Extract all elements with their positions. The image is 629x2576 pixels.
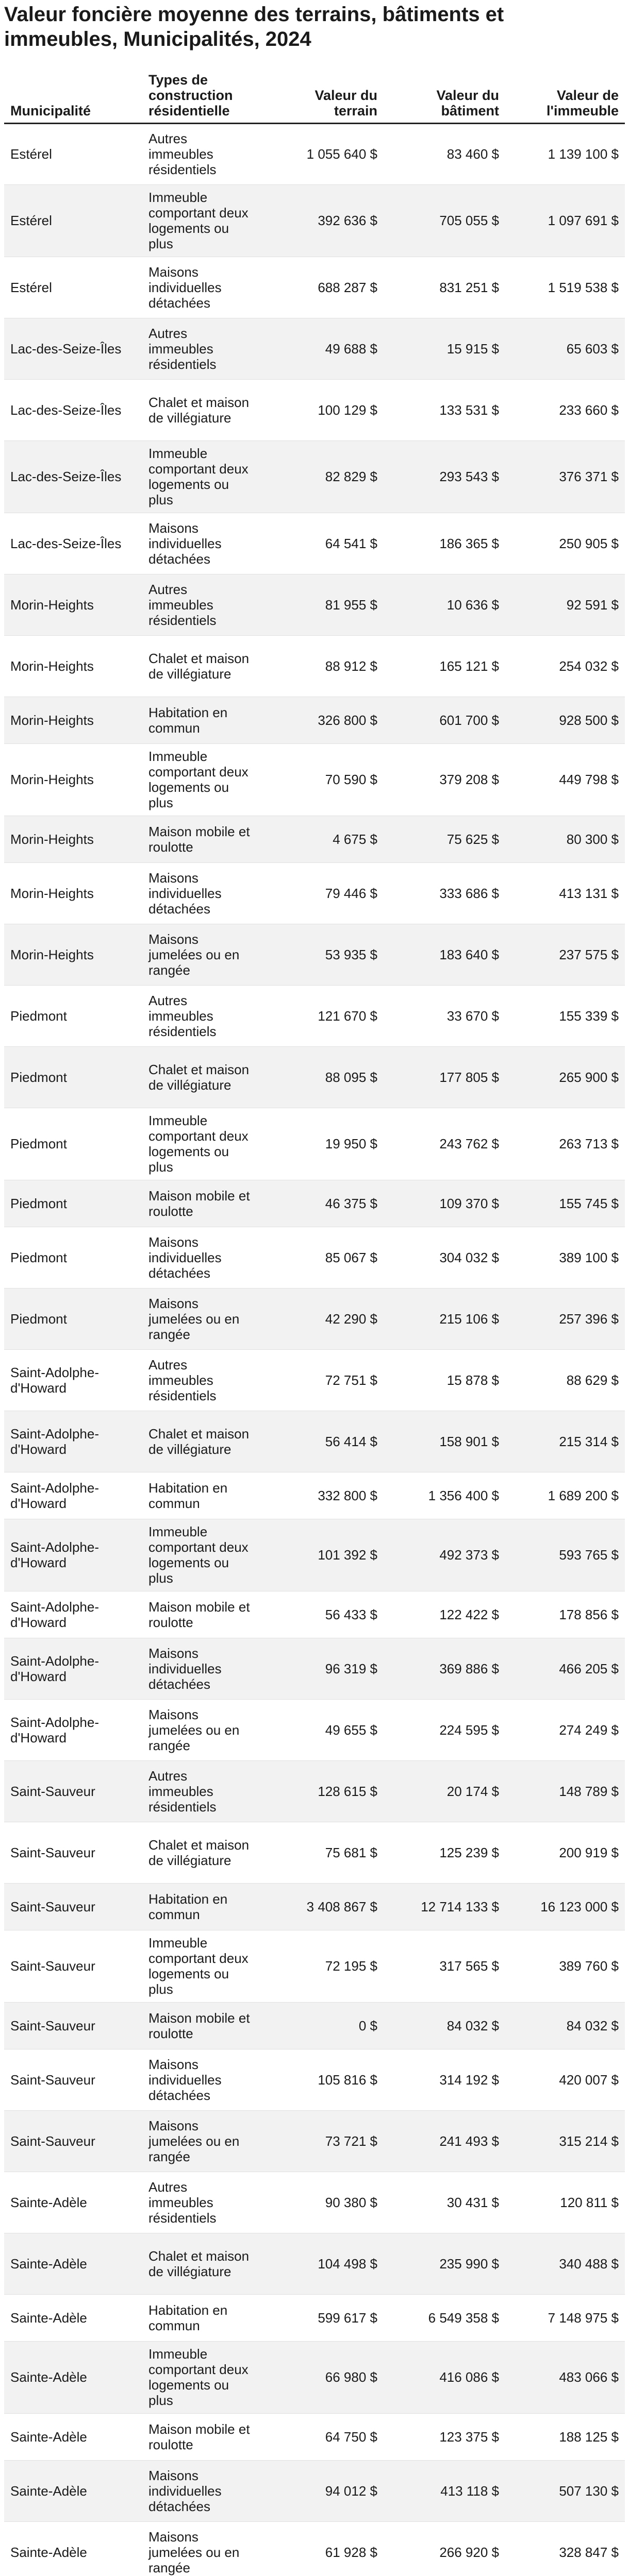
cell-municipality: Piedmont [4, 1108, 142, 1180]
cell-municipality: Piedmont [4, 1180, 142, 1227]
table-body [4, 123, 625, 2576]
cell-building-value: 10 636 $ [384, 574, 505, 635]
table-row [4, 2341, 625, 2413]
cell-property-value: 389 760 $ [505, 1930, 625, 2002]
cell-property-value: 250 905 $ [505, 513, 625, 574]
cell-construction-type: Immeuble comportant deux logements ou plus [142, 1108, 262, 1180]
cell-land-value: 326 800 $ [262, 697, 384, 743]
table-row [4, 1638, 625, 1699]
cell-municipality: Morin-Heights [4, 635, 142, 697]
cell-land-value: 72 751 $ [262, 1349, 384, 1411]
table-row [4, 862, 625, 924]
table-row [4, 2049, 625, 2110]
cell-construction-type: Chalet et maison de villégiature [142, 1822, 262, 1883]
cell-construction-type: Maison mobile et roulotte [142, 2413, 262, 2460]
cell-property-value: 155 745 $ [505, 1180, 625, 1227]
cell-municipality: Saint-Adolphe-d'Howard [4, 1699, 142, 1760]
page-title: Valeur foncière moyenne des terrains, bâtiments et immeubles, Municipalités, 2024 [4, 3, 504, 50]
cell-property-value: 80 300 $ [505, 816, 625, 862]
cell-construction-type: Autres immeubles résidentiels [142, 985, 262, 1046]
cell-land-value: 599 617 $ [262, 2294, 384, 2341]
cell-building-value: 314 192 $ [384, 2049, 505, 2110]
table-row [4, 1227, 625, 1288]
cell-property-value: 328 847 $ [505, 2521, 625, 2576]
table-row [4, 1591, 625, 1638]
cell-municipality: Estérel [4, 123, 142, 184]
cell-municipality: Sainte-Adèle [4, 2341, 142, 2413]
data-table [4, 58, 625, 2576]
cell-property-value: 7 148 975 $ [505, 2294, 625, 2341]
cell-land-value: 88 095 $ [262, 1046, 384, 1108]
cell-building-value: 831 251 $ [384, 257, 505, 318]
cell-construction-type: Immeuble comportant deux logements ou plus [142, 184, 262, 257]
table-row [4, 985, 625, 1046]
cell-municipality: Saint-Adolphe-d'Howard [4, 1411, 142, 1472]
cell-property-value: 413 131 $ [505, 862, 625, 924]
cell-construction-type: Autres immeubles résidentiels [142, 1760, 262, 1822]
cell-building-value: 317 565 $ [384, 1930, 505, 2002]
cell-land-value: 72 195 $ [262, 1930, 384, 2002]
cell-building-value: 304 032 $ [384, 1227, 505, 1288]
cell-land-value: 49 688 $ [262, 318, 384, 379]
cell-construction-type: Immeuble comportant deux logements ou plus [142, 1519, 262, 1591]
table-row [4, 440, 625, 513]
table-row [4, 257, 625, 318]
cell-land-value: 64 750 $ [262, 2413, 384, 2460]
cell-property-value: 233 660 $ [505, 379, 625, 440]
cell-municipality: Sainte-Adèle [4, 2521, 142, 2576]
cell-building-value: 33 670 $ [384, 985, 505, 1046]
cell-construction-type: Chalet et maison de villégiature [142, 1046, 262, 1108]
cell-land-value: 82 829 $ [262, 440, 384, 513]
cell-municipality: Saint-Adolphe-d'Howard [4, 1591, 142, 1638]
header-property-value[interactable]: Valeur de l'immeuble [505, 58, 625, 123]
table-row [4, 2110, 625, 2172]
cell-construction-type: Maisons jumelées ou en rangée [142, 2521, 262, 2576]
cell-building-value: 84 032 $ [384, 2002, 505, 2049]
cell-land-value: 128 615 $ [262, 1760, 384, 1822]
cell-construction-type: Maisons individuelles détachées [142, 862, 262, 924]
table-row [4, 1930, 625, 2002]
cell-land-value: 90 380 $ [262, 2172, 384, 2233]
cell-building-value: 183 640 $ [384, 924, 505, 985]
cell-property-value: 257 396 $ [505, 1288, 625, 1349]
cell-property-value: 155 339 $ [505, 985, 625, 1046]
cell-building-value: 492 373 $ [384, 1519, 505, 1591]
table-row [4, 1472, 625, 1519]
cell-construction-type: Maisons individuelles détachées [142, 2460, 262, 2521]
cell-property-value: 215 314 $ [505, 1411, 625, 1472]
cell-land-value: 64 541 $ [262, 513, 384, 574]
cell-land-value: 105 816 $ [262, 2049, 384, 2110]
cell-land-value: 94 012 $ [262, 2460, 384, 2521]
cell-building-value: 379 208 $ [384, 743, 505, 816]
cell-municipality: Saint-Sauveur [4, 1883, 142, 1930]
cell-property-value: 1 689 200 $ [505, 1472, 625, 1519]
cell-building-value: 235 990 $ [384, 2233, 505, 2294]
cell-municipality: Saint-Adolphe-d'Howard [4, 1349, 142, 1411]
cell-construction-type: Habitation en commun [142, 1472, 262, 1519]
cell-building-value: 133 531 $ [384, 379, 505, 440]
cell-land-value: 75 681 $ [262, 1822, 384, 1883]
cell-construction-type: Immeuble comportant deux logements ou plus [142, 743, 262, 816]
cell-construction-type: Maisons jumelées ou en rangée [142, 1699, 262, 1760]
cell-construction-type: Maisons individuelles détachées [142, 513, 262, 574]
cell-construction-type: Autres immeubles résidentiels [142, 2172, 262, 2233]
cell-building-value: 30 431 $ [384, 2172, 505, 2233]
table-row [4, 1046, 625, 1108]
cell-construction-type: Maison mobile et roulotte [142, 2002, 262, 2049]
cell-construction-type: Autres immeubles résidentiels [142, 318, 262, 379]
cell-municipality: Saint-Adolphe-d'Howard [4, 1472, 142, 1519]
table-row [4, 2460, 625, 2521]
cell-municipality: Sainte-Adèle [4, 2413, 142, 2460]
cell-property-value: 200 919 $ [505, 1822, 625, 1883]
cell-municipality: Lac-des-Seize-Îles [4, 379, 142, 440]
cell-municipality: Saint-Sauveur [4, 1822, 142, 1883]
cell-building-value: 224 595 $ [384, 1699, 505, 1760]
cell-building-value: 416 086 $ [384, 2341, 505, 2413]
cell-construction-type: Autres immeubles résidentiels [142, 1349, 262, 1411]
cell-construction-type: Immeuble comportant deux logements ou plus [142, 2341, 262, 2413]
cell-property-value: 1 097 691 $ [505, 184, 625, 257]
cell-building-value: 243 762 $ [384, 1108, 505, 1180]
cell-land-value: 46 375 $ [262, 1180, 384, 1227]
cell-land-value: 4 675 $ [262, 816, 384, 862]
table-row [4, 743, 625, 816]
cell-land-value: 1 055 640 $ [262, 123, 384, 184]
cell-construction-type: Maisons individuelles détachées [142, 1227, 262, 1288]
cell-building-value: 333 686 $ [384, 862, 505, 924]
cell-construction-type: Autres immeubles résidentiels [142, 123, 262, 184]
table-row [4, 1108, 625, 1180]
table-row [4, 2002, 625, 2049]
cell-municipality: Piedmont [4, 1046, 142, 1108]
cell-construction-type: Autres immeubles résidentiels [142, 574, 262, 635]
cell-construction-type: Maisons jumelées ou en rangée [142, 1288, 262, 1349]
cell-land-value: 392 636 $ [262, 184, 384, 257]
cell-property-value: 88 629 $ [505, 1349, 625, 1411]
cell-land-value: 49 655 $ [262, 1699, 384, 1760]
header-type[interactable]: Types de construction résidentielle [142, 58, 262, 123]
table-row [4, 513, 625, 574]
cell-property-value: 340 488 $ [505, 2233, 625, 2294]
cell-construction-type: Chalet et maison de villégiature [142, 635, 262, 697]
cell-property-value: 120 811 $ [505, 2172, 625, 2233]
cell-land-value: 73 721 $ [262, 2110, 384, 2172]
cell-municipality: Morin-Heights [4, 574, 142, 635]
cell-land-value: 81 955 $ [262, 574, 384, 635]
table-row [4, 635, 625, 697]
cell-construction-type: Maison mobile et roulotte [142, 1591, 262, 1638]
cell-construction-type: Maison mobile et roulotte [142, 816, 262, 862]
cell-building-value: 241 493 $ [384, 2110, 505, 2172]
cell-municipality: Saint-Adolphe-d'Howard [4, 1519, 142, 1591]
cell-property-value: 1 139 100 $ [505, 123, 625, 184]
cell-building-value: 15 915 $ [384, 318, 505, 379]
cell-municipality: Sainte-Adèle [4, 2172, 142, 2233]
cell-building-value: 12 714 133 $ [384, 1883, 505, 1930]
cell-building-value: 705 055 $ [384, 184, 505, 257]
cell-land-value: 85 067 $ [262, 1227, 384, 1288]
cell-property-value: 1 519 538 $ [505, 257, 625, 318]
cell-building-value: 15 878 $ [384, 1349, 505, 1411]
cell-building-value: 177 805 $ [384, 1046, 505, 1108]
cell-construction-type: Immeuble comportant deux logements ou plus [142, 440, 262, 513]
table-row [4, 1411, 625, 1472]
cell-building-value: 158 901 $ [384, 1411, 505, 1472]
cell-construction-type: Chalet et maison de villégiature [142, 2233, 262, 2294]
cell-land-value: 121 670 $ [262, 985, 384, 1046]
cell-building-value: 369 886 $ [384, 1638, 505, 1699]
cell-land-value: 66 980 $ [262, 2341, 384, 2413]
table-row [4, 2521, 625, 2576]
cell-land-value: 3 408 867 $ [262, 1883, 384, 1930]
cell-construction-type: Maisons jumelées ou en rangée [142, 924, 262, 985]
cell-construction-type: Chalet et maison de villégiature [142, 379, 262, 440]
cell-municipality: Lac-des-Seize-Îles [4, 440, 142, 513]
cell-property-value: 65 603 $ [505, 318, 625, 379]
table-row [4, 2294, 625, 2341]
cell-building-value: 122 422 $ [384, 1591, 505, 1638]
cell-property-value: 188 125 $ [505, 2413, 625, 2460]
cell-building-value: 266 920 $ [384, 2521, 505, 2576]
cell-land-value: 19 950 $ [262, 1108, 384, 1180]
cell-land-value: 88 912 $ [262, 635, 384, 697]
table-row [4, 697, 625, 743]
cell-construction-type: Habitation en commun [142, 1883, 262, 1930]
cell-building-value: 6 549 358 $ [384, 2294, 505, 2341]
cell-property-value: 376 371 $ [505, 440, 625, 513]
cell-land-value: 42 290 $ [262, 1288, 384, 1349]
cell-land-value: 332 800 $ [262, 1472, 384, 1519]
cell-construction-type: Chalet et maison de villégiature [142, 1411, 262, 1472]
cell-municipality: Sainte-Adèle [4, 2233, 142, 2294]
cell-municipality: Saint-Sauveur [4, 2002, 142, 2049]
cell-building-value: 123 375 $ [384, 2413, 505, 2460]
cell-property-value: 265 900 $ [505, 1046, 625, 1108]
header-building-value[interactable]: Valeur du bâtiment [384, 58, 505, 123]
table-row [4, 2172, 625, 2233]
cell-land-value: 100 129 $ [262, 379, 384, 440]
header-row [4, 58, 625, 123]
cell-construction-type: Maisons individuelles détachées [142, 2049, 262, 2110]
cell-property-value: 254 032 $ [505, 635, 625, 697]
table-row [4, 123, 625, 184]
cell-municipality: Saint-Sauveur [4, 1930, 142, 2002]
cell-property-value: 16 123 000 $ [505, 1883, 625, 1930]
cell-property-value: 274 249 $ [505, 1699, 625, 1760]
cell-construction-type: Habitation en commun [142, 2294, 262, 2341]
table-row [4, 1883, 625, 1930]
cell-construction-type: Maisons jumelées ou en rangée [142, 2110, 262, 2172]
cell-municipality: Morin-Heights [4, 862, 142, 924]
table-row [4, 1760, 625, 1822]
table-row [4, 379, 625, 440]
cell-land-value: 96 319 $ [262, 1638, 384, 1699]
table-row [4, 318, 625, 379]
table-row [4, 816, 625, 862]
cell-construction-type: Maison mobile et roulotte [142, 1180, 262, 1227]
cell-property-value: 84 032 $ [505, 2002, 625, 2049]
cell-municipality: Piedmont [4, 1227, 142, 1288]
cell-building-value: 109 370 $ [384, 1180, 505, 1227]
cell-property-value: 315 214 $ [505, 2110, 625, 2172]
table-row [4, 574, 625, 635]
cell-property-value: 466 205 $ [505, 1638, 625, 1699]
cell-building-value: 293 543 $ [384, 440, 505, 513]
cell-municipality: Lac-des-Seize-Îles [4, 513, 142, 574]
cell-property-value: 178 856 $ [505, 1591, 625, 1638]
cell-property-value: 420 007 $ [505, 2049, 625, 2110]
cell-building-value: 165 121 $ [384, 635, 505, 697]
cell-land-value: 56 433 $ [262, 1591, 384, 1638]
cell-land-value: 101 392 $ [262, 1519, 384, 1591]
cell-municipality: Estérel [4, 257, 142, 318]
cell-property-value: 148 789 $ [505, 1760, 625, 1822]
cell-property-value: 263 713 $ [505, 1108, 625, 1180]
table-row [4, 1288, 625, 1349]
header-land-value[interactable]: Valeur du terrain [262, 58, 384, 123]
cell-land-value: 104 498 $ [262, 2233, 384, 2294]
cell-land-value: 688 287 $ [262, 257, 384, 318]
cell-building-value: 20 174 $ [384, 1760, 505, 1822]
cell-construction-type: Immeuble comportant deux logements ou plus [142, 1930, 262, 2002]
cell-land-value: 56 414 $ [262, 1411, 384, 1472]
cell-municipality: Piedmont [4, 1288, 142, 1349]
cell-municipality: Saint-Adolphe-d'Howard [4, 1638, 142, 1699]
cell-property-value: 593 765 $ [505, 1519, 625, 1591]
cell-land-value: 61 928 $ [262, 2521, 384, 2576]
table-row [4, 1519, 625, 1591]
cell-municipality: Morin-Heights [4, 924, 142, 985]
cell-property-value: 92 591 $ [505, 574, 625, 635]
cell-land-value: 70 590 $ [262, 743, 384, 816]
header-municipality[interactable]: Municipalité [4, 58, 142, 123]
cell-municipality: Sainte-Adèle [4, 2294, 142, 2341]
cell-building-value: 186 365 $ [384, 513, 505, 574]
cell-municipality: Morin-Heights [4, 697, 142, 743]
table-row [4, 1180, 625, 1227]
cell-municipality: Saint-Sauveur [4, 2110, 142, 2172]
cell-municipality: Estérel [4, 184, 142, 257]
cell-property-value: 928 500 $ [505, 697, 625, 743]
cell-property-value: 389 100 $ [505, 1227, 625, 1288]
cell-building-value: 1 356 400 $ [384, 1472, 505, 1519]
cell-municipality: Lac-des-Seize-Îles [4, 318, 142, 379]
table-row [4, 184, 625, 257]
cell-property-value: 483 066 $ [505, 2341, 625, 2413]
table-row [4, 2413, 625, 2460]
cell-municipality: Morin-Heights [4, 743, 142, 816]
cell-land-value: 79 446 $ [262, 862, 384, 924]
cell-building-value: 125 239 $ [384, 1822, 505, 1883]
cell-building-value: 83 460 $ [384, 123, 505, 184]
cell-property-value: 507 130 $ [505, 2460, 625, 2521]
cell-land-value: 0 $ [262, 2002, 384, 2049]
table-row [4, 924, 625, 985]
table-row [4, 1822, 625, 1883]
cell-property-value: 237 575 $ [505, 924, 625, 985]
cell-land-value: 53 935 $ [262, 924, 384, 985]
cell-construction-type: Habitation en commun [142, 697, 262, 743]
cell-municipality: Saint-Sauveur [4, 1760, 142, 1822]
cell-building-value: 601 700 $ [384, 697, 505, 743]
cell-municipality: Morin-Heights [4, 816, 142, 862]
table-row [4, 2233, 625, 2294]
cell-building-value: 215 106 $ [384, 1288, 505, 1349]
cell-property-value: 449 798 $ [505, 743, 625, 816]
table-header [4, 58, 625, 123]
cell-building-value: 75 625 $ [384, 816, 505, 862]
cell-building-value: 413 118 $ [384, 2460, 505, 2521]
cell-municipality: Sainte-Adèle [4, 2460, 142, 2521]
cell-construction-type: Maisons individuelles détachées [142, 1638, 262, 1699]
table-row [4, 1699, 625, 1760]
table-row [4, 1349, 625, 1411]
cell-municipality: Piedmont [4, 985, 142, 1046]
cell-construction-type: Maisons individuelles détachées [142, 257, 262, 318]
cell-municipality: Saint-Sauveur [4, 2049, 142, 2110]
